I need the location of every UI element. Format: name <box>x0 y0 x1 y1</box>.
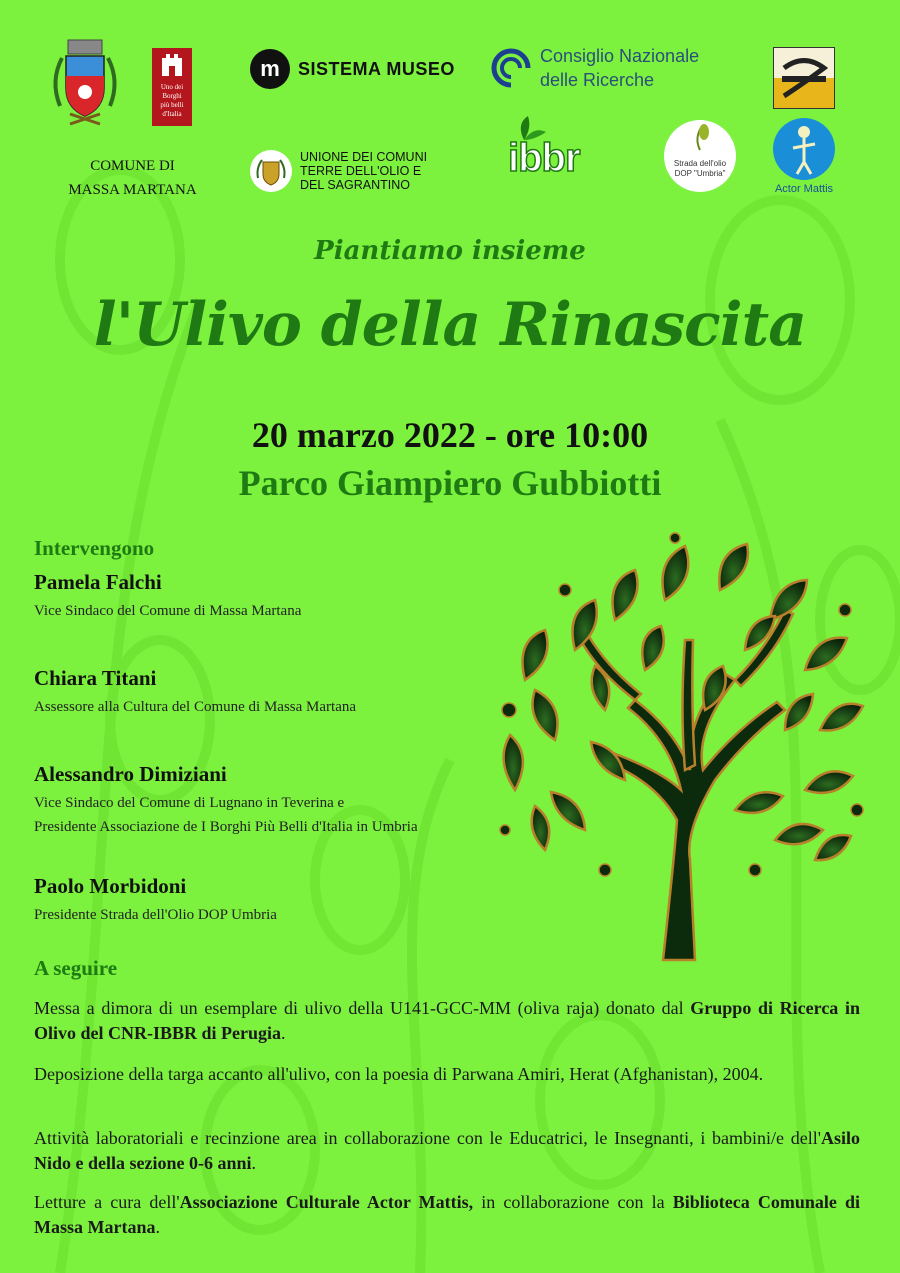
speaker-1 <box>34 570 301 623</box>
actor-mattis-logo <box>772 118 836 195</box>
p4-end: . <box>155 1217 160 1237</box>
speaker-name: Paolo Morbidoni <box>34 874 187 898</box>
p4-bold2: Biblioteca Comunale di Massa Martana <box>34 1192 860 1237</box>
p4-text: Letture a cura dell' <box>34 1192 180 1212</box>
cnr-icon <box>488 45 534 91</box>
actor-mattis-label: Actor Mattis <box>774 183 834 195</box>
castle-icon <box>152 48 192 78</box>
speaker-role: Vice Sindaco del Comune di Massa Martana <box>34 603 302 619</box>
borghi-line1: Uno dei <box>160 83 184 91</box>
borghi-line3: più belli <box>160 101 184 109</box>
speaker-name: Pamela Falchi <box>34 570 162 594</box>
actor-figure-icon <box>773 118 835 180</box>
p1-bold: Gruppo di Ricerca in Olivo del CNR-IBBR di Perugia <box>34 998 860 1043</box>
speaker-name: Alessandro Dimiziani <box>34 762 227 786</box>
comune-line1: COMUNE DI <box>90 158 175 174</box>
speaker-role: Vice Sindaco del Comune di Lugnano in Teverina e <box>34 795 345 811</box>
cnr-line1: Consiglio Nazionale <box>540 46 700 66</box>
event-title: l'Ulivo della Rinascita <box>93 290 807 360</box>
cnr-logo <box>488 44 699 92</box>
speaker-name: Chiara Titani <box>34 666 157 690</box>
unione-emblem-icon <box>250 150 292 192</box>
comune-line2: MASSA MARTANA <box>68 182 197 198</box>
event-subtitle: Piantiamo insieme <box>314 236 586 266</box>
strada-olio-logo <box>664 120 736 192</box>
unione-line3: DEL SAGRANTINO <box>300 178 410 192</box>
comune-logo <box>40 36 130 136</box>
p2-text: Deposizione della targa accanto all'ulivo, con la poesia di Parwana Amiri, Herat (Afghanistan), 2004. <box>34 1064 764 1084</box>
coat-of-arms-icon <box>40 36 130 136</box>
cnr-line2: delle Ricerche <box>540 70 655 90</box>
olive-icon <box>664 120 736 154</box>
program-paragraph-4 <box>34 1190 860 1240</box>
event-date: 20 marzo 2022 - ore 10:00 <box>251 415 649 455</box>
partner-emblem-icon <box>774 48 834 108</box>
event-place: Parco Giampiero Gubbiotti <box>238 463 662 503</box>
borghi-line4: d'Italia <box>162 110 182 118</box>
comune-name <box>40 154 225 202</box>
p1-end: . <box>281 1023 286 1043</box>
borghi-logo <box>152 48 192 126</box>
unione-logo <box>250 150 427 192</box>
borghi-line2: Borghi <box>162 92 182 100</box>
strada-olio-line2: DOP "Umbria" <box>674 169 726 178</box>
museum-icon: m <box>250 49 290 89</box>
p4-bold: Associazione Culturale Actor Mattis, <box>179 1192 474 1212</box>
ibbr-label: ibbr <box>508 136 580 180</box>
sistema-museo-logo <box>250 48 455 90</box>
speaker-4 <box>34 874 277 927</box>
speaker-3 <box>34 762 418 839</box>
program-paragraph-3 <box>34 1126 860 1176</box>
unione-line2: TERRE DELL'OLIO E <box>300 164 422 178</box>
strada-olio-line1: Strada dell'olio <box>673 159 727 168</box>
speaker-role: Presidente Strada dell'Olio DOP Umbria <box>34 907 277 923</box>
p4-text2: in collaborazione con la <box>473 1192 673 1212</box>
speaker-2 <box>34 666 356 719</box>
program-paragraph-1 <box>34 996 860 1046</box>
p3-text: Attività laboratoriali e recinzione area in collaborazione con le Educatrici, le Insegnanti, i bambini/e dell' <box>34 1128 821 1148</box>
speaker-role: Presidente Associazione de I Borghi Più Belli d'Italia in Umbria <box>34 819 418 835</box>
p3-end: . <box>251 1153 257 1173</box>
program-paragraph-2 <box>34 1062 860 1087</box>
program-heading: A seguire <box>34 956 118 980</box>
p3-bold: Asilo Nido e della sezione 0-6 anni <box>34 1128 860 1173</box>
speakers-heading: Intervengono <box>34 536 155 560</box>
speaker-role: Assessore alla Cultura del Comune di Massa Martana <box>34 699 357 715</box>
partner-logo-top <box>773 47 835 109</box>
unione-line1: UNIONE DEI COMUNI <box>300 150 428 164</box>
sistema-museo-label: SISTEMA MUSEO <box>298 58 455 79</box>
ibbr-logo <box>504 110 624 190</box>
p1-text: Messa a dimora di un esemplare di ulivo della U141-GCC-MM (oliva raja) donato dal <box>34 998 691 1018</box>
tree-illustration <box>485 530 870 970</box>
